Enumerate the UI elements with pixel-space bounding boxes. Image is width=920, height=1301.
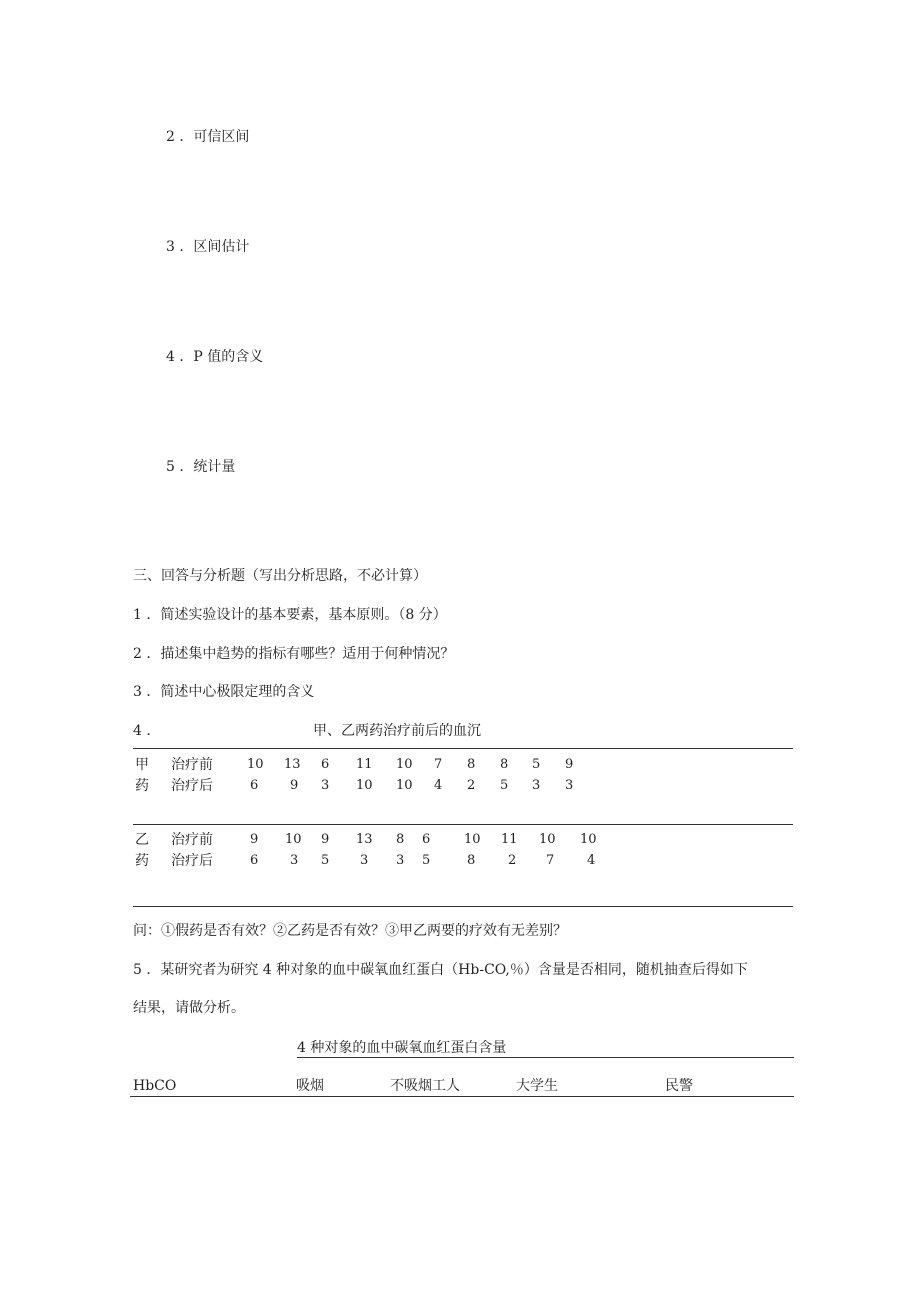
hbco-table-top-rule xyxy=(297,1057,794,1058)
table-cell: 9 xyxy=(250,832,259,847)
table-cell: 10 xyxy=(356,778,373,793)
drug-a-label-bottom: 药 xyxy=(135,778,149,794)
hbco-column-header: HbCO xyxy=(133,1078,177,1094)
term-item-2: 2 ．可信区间 xyxy=(166,129,250,145)
table-cell: 3 xyxy=(290,853,299,868)
table-cell: 10 xyxy=(539,832,556,847)
table-cell: 5 xyxy=(532,757,541,772)
hbco-column-header: 民警 xyxy=(665,1078,693,1094)
table-cell: 11 xyxy=(356,757,373,772)
table-cell: 11 xyxy=(501,832,518,847)
table-middle-rule xyxy=(133,824,793,825)
table-cell: 13 xyxy=(356,832,373,847)
table-cell: 7 xyxy=(434,757,443,772)
table-cell: 3 xyxy=(532,778,541,793)
table-cell: 3 xyxy=(321,778,330,793)
table-cell: 4 xyxy=(587,853,596,868)
table-cell: 9 xyxy=(565,757,574,772)
drug-a-after-label: 治疗后 xyxy=(171,778,213,794)
table-title-blood-sedimentation: 甲、乙两药治疗前后的血沉 xyxy=(313,723,481,739)
term-item-3: 3 ．区间估计 xyxy=(166,239,250,255)
table-cell: 7 xyxy=(546,853,555,868)
hbco-table-header-rule xyxy=(130,1096,794,1097)
hbco-column-header: 吸烟 xyxy=(296,1078,324,1094)
table-cell: 2 xyxy=(508,853,517,868)
table-cell: 9 xyxy=(321,832,330,847)
drug-a-before-label: 治疗前 xyxy=(171,757,213,773)
table-cell: 8 xyxy=(396,832,405,847)
drug-b-label-bottom: 药 xyxy=(135,853,149,869)
question-4-text: 问：①假药是否有效？②乙药是否有效？③甲乙两要的疗效有无差别？ xyxy=(133,923,567,939)
table-cell: 6 xyxy=(321,757,330,772)
table-cell: 10 xyxy=(247,757,264,772)
term-item-4: 4 ．P 值的含义 xyxy=(166,349,264,365)
table-cell: 6 xyxy=(422,832,431,847)
term-item-5: 5 ．统计量 xyxy=(166,459,236,475)
table-bottom-rule xyxy=(133,906,793,907)
table-cell: 10 xyxy=(580,832,597,847)
question-1: 1 ．简述实验设计的基本要素，基本原则。（8 分） xyxy=(133,607,447,623)
table-cell: 5 xyxy=(422,853,431,868)
drug-b-label-top: 乙 xyxy=(135,832,149,848)
table-cell: 10 xyxy=(464,832,481,847)
table-cell: 5 xyxy=(500,778,509,793)
table-cell: 9 xyxy=(290,778,299,793)
drug-b-before-label: 治疗前 xyxy=(171,832,213,848)
table-cell: 2 xyxy=(467,778,476,793)
table-cell: 8 xyxy=(500,757,509,772)
question-5-line-1: 5 ．某研究者为研究 4 种对象的血中碳氧血红蛋白（Hb-CO,％）含量是否相同，随机抽查后得如下 xyxy=(133,962,748,978)
table-title-hbco: 4 种对象的血中碳氧血红蛋白含量 xyxy=(297,1040,507,1056)
table-cell: 10 xyxy=(396,757,413,772)
table-cell: 4 xyxy=(434,778,443,793)
question-3: 3 ．简述中心极限定理的含义 xyxy=(133,684,315,700)
hbco-column-header: 不吸烟工人 xyxy=(390,1078,460,1094)
table-cell: 6 xyxy=(250,778,259,793)
drug-a-label-top: 甲 xyxy=(135,757,149,773)
table-cell: 10 xyxy=(396,778,413,793)
table-cell: 3 xyxy=(565,778,574,793)
question-2: 2 ．描述集中趋势的指标有哪些？适用于何种情况？ xyxy=(133,646,455,662)
drug-b-after-label: 治疗后 xyxy=(171,853,213,869)
hbco-column-header: 大学生 xyxy=(516,1078,558,1094)
table-cell: 5 xyxy=(321,853,330,868)
table-cell: 13 xyxy=(284,757,301,772)
table-cell: 6 xyxy=(250,853,259,868)
table-cell: 8 xyxy=(467,853,476,868)
question-5-line-2: 结果，请做分析。 xyxy=(133,1000,245,1016)
table-cell: 3 xyxy=(360,853,369,868)
table-cell: 10 xyxy=(285,832,302,847)
table-cell: 8 xyxy=(467,757,476,772)
table-top-rule xyxy=(133,748,793,749)
question-4-number: 4 ． xyxy=(133,723,161,739)
section-heading: 三、回答与分析题（写出分析思路，不必计算） xyxy=(133,568,427,584)
table-cell: 3 xyxy=(396,853,405,868)
